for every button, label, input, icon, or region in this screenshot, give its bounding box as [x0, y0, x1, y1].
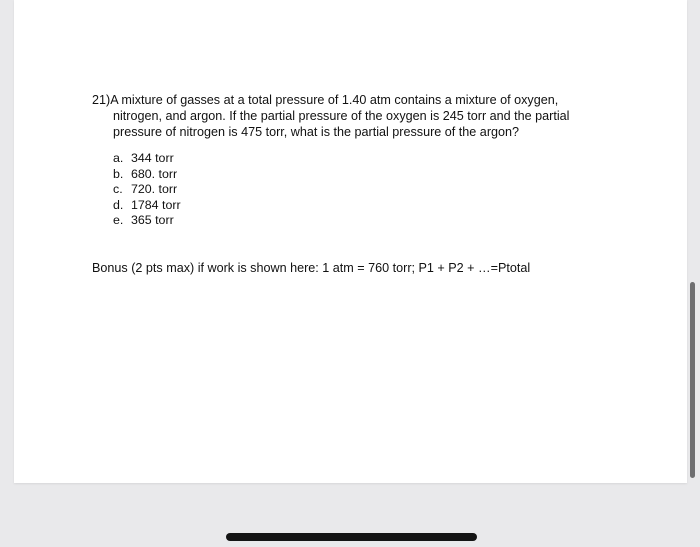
answer-options: [92, 151, 612, 229]
option-d: [113, 198, 612, 214]
vertical-scrollbar[interactable]: [690, 282, 695, 478]
option-letter: b.: [113, 166, 124, 181]
option-text: 720. torr: [131, 182, 178, 196]
option-text: 344 torr: [131, 151, 174, 165]
option-b: [113, 167, 612, 183]
option-text: 680. torr: [131, 166, 178, 181]
option-letter: a.: [113, 151, 124, 165]
option-letter: d.: [113, 197, 124, 212]
home-indicator[interactable]: [226, 533, 477, 541]
bonus-text: Bonus (2 pts max) if work is shown here: 1 atm = 760 torr; P1 + P2 + …=Ptotal: [92, 261, 531, 275]
question-text-line-2: nitrogen, and argon. If the partial pressure of the oxygen is 245 torr and the partial: [113, 109, 570, 123]
question-text-line-1: 21)A mixture of gasses at a total pressure of 1.40 atm contains a mixture of oxygen,: [92, 93, 559, 107]
question-21: [92, 92, 612, 229]
option-e: [113, 213, 612, 229]
option-letter: c.: [113, 182, 123, 196]
option-letter: e.: [113, 213, 124, 227]
question-text-line-3: pressure of nitrogen is 475 torr, what is the partial pressure of the argon?: [113, 125, 520, 139]
option-c: [113, 182, 612, 198]
option-a: [113, 151, 612, 167]
document-page: [14, 0, 687, 483]
option-text: 1784 torr: [131, 197, 181, 212]
option-text: 365 torr: [131, 213, 174, 227]
